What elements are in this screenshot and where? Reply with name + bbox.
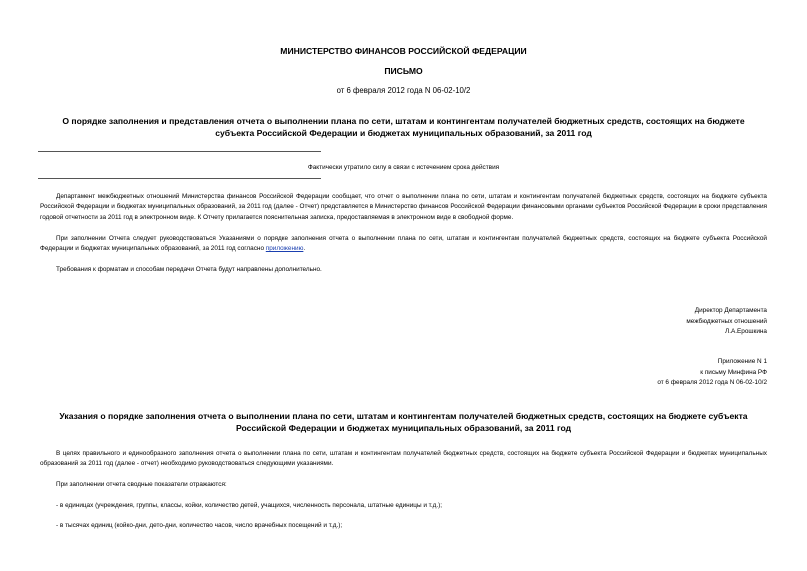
appendix-paragraph-2: При заполнении отчета сводные показатели отражаются:: [56, 481, 227, 488]
signature-department: межбюджетных отношений: [686, 317, 767, 325]
appendix-title: [40, 410, 767, 434]
appendix-title-line2: Российской Федерации и бюджетах муниципальных образований, за 2011 год: [235, 423, 572, 433]
appendix-list-item-1: - в единицах (учреждения, группы, классы, койки, количество детей, учащихся, численность персонала, штатные единицы и т.д.);: [56, 502, 443, 509]
appendix-title-line1: Указания о порядке заполнения отчета о выполнении плана по сети, штатам и контингентам получателей бюджетных средств, состоящих на бюджете субъекта: [59, 411, 748, 421]
paragraph-3: Требования к форматам и способам передачи Отчета будут направлены дополнительно.: [56, 266, 322, 273]
ministry-heading: МИНИСТЕРСТВО ФИНАНСОВ РОССИЙСКОЙ ФЕДЕРАЦИИ: [280, 46, 527, 56]
signature-block: [686, 306, 767, 338]
document-title-line1: О порядке заполнения и представления отчета о выполнении плана по сети, штатам и контингентам получателей бюджетных средств, состоящих на бюджете: [62, 116, 745, 126]
appendix-link[interactable]: приложению: [265, 245, 304, 253]
appendix-list-item-2: - в тысячах единиц (койко-дни, дето-дни, количество часов, число врачебных посещений и т.д.);: [56, 522, 343, 529]
appendix-letter-date: от 6 февраля 2012 года N 06-02-10/2: [657, 379, 767, 386]
signature-name: Л.А.Ерошкина: [725, 328, 767, 335]
doc-type: ПИСЬМО: [384, 66, 423, 76]
appendix-reference: [657, 357, 767, 389]
paragraph-2: При заполнении Отчета следует руководствоваться Указаниями о порядке заполнения отчета о выполнении плана по сети, штатам и контингентам получателей бюджетных средств, состоящих на бюджете субъекта Российской Федерации и бюджетах муниципальных образований, за 2011 год согласно приложению.: [40, 235, 767, 253]
document-title-line2: субъекта Российской Федерации и бюджетах муниципальных образований, за 2011 год: [215, 128, 592, 138]
paragraph-1: Департамент межбюджетных отношений Министерства финансов Российской Федерации сообщает, что отчет о выполнении плана по сети, штатам и контингентам получателей бюджетных средств, состоящих на бюджете субъекта Российской Федерации и бюджетах муниципальных образований, за 2011 год (далее - Отчет) представляется в Министерство финансов Российской Федерации финансовыми органами субъектов Российской Федерации в сроки представления годовой отчетности за 2011 год в электронном виде. К Отчету прилагается пояснительная записка, предоставляемая в электронном виде в свободной форме.: [40, 193, 767, 221]
divider-bottom: [38, 178, 321, 179]
status-note: Фактически утратило силу в связи с истечением срока действия: [307, 164, 500, 171]
signature-position: Директор Департамента: [694, 307, 767, 314]
appendix-number: Приложение N 1: [717, 358, 767, 365]
doc-date: от 6 февраля 2012 года N 06-02-10/2: [336, 86, 471, 95]
appendix-letter-ref: к письму Минфина РФ: [700, 368, 767, 376]
appendix-paragraph-1: В целях правильного и единообразного заполнения отчета о выполнении плана по сети, штатам и контингентам получателей бюджетных средств, состоящих на бюджете субъекта Российской Федерации и бюджетах муниципальных образований за 2011 год (далее - отчет) необходимо руководствоваться следующими указаниями.: [40, 450, 767, 468]
divider-top: [38, 151, 321, 152]
document-title: [40, 115, 767, 139]
